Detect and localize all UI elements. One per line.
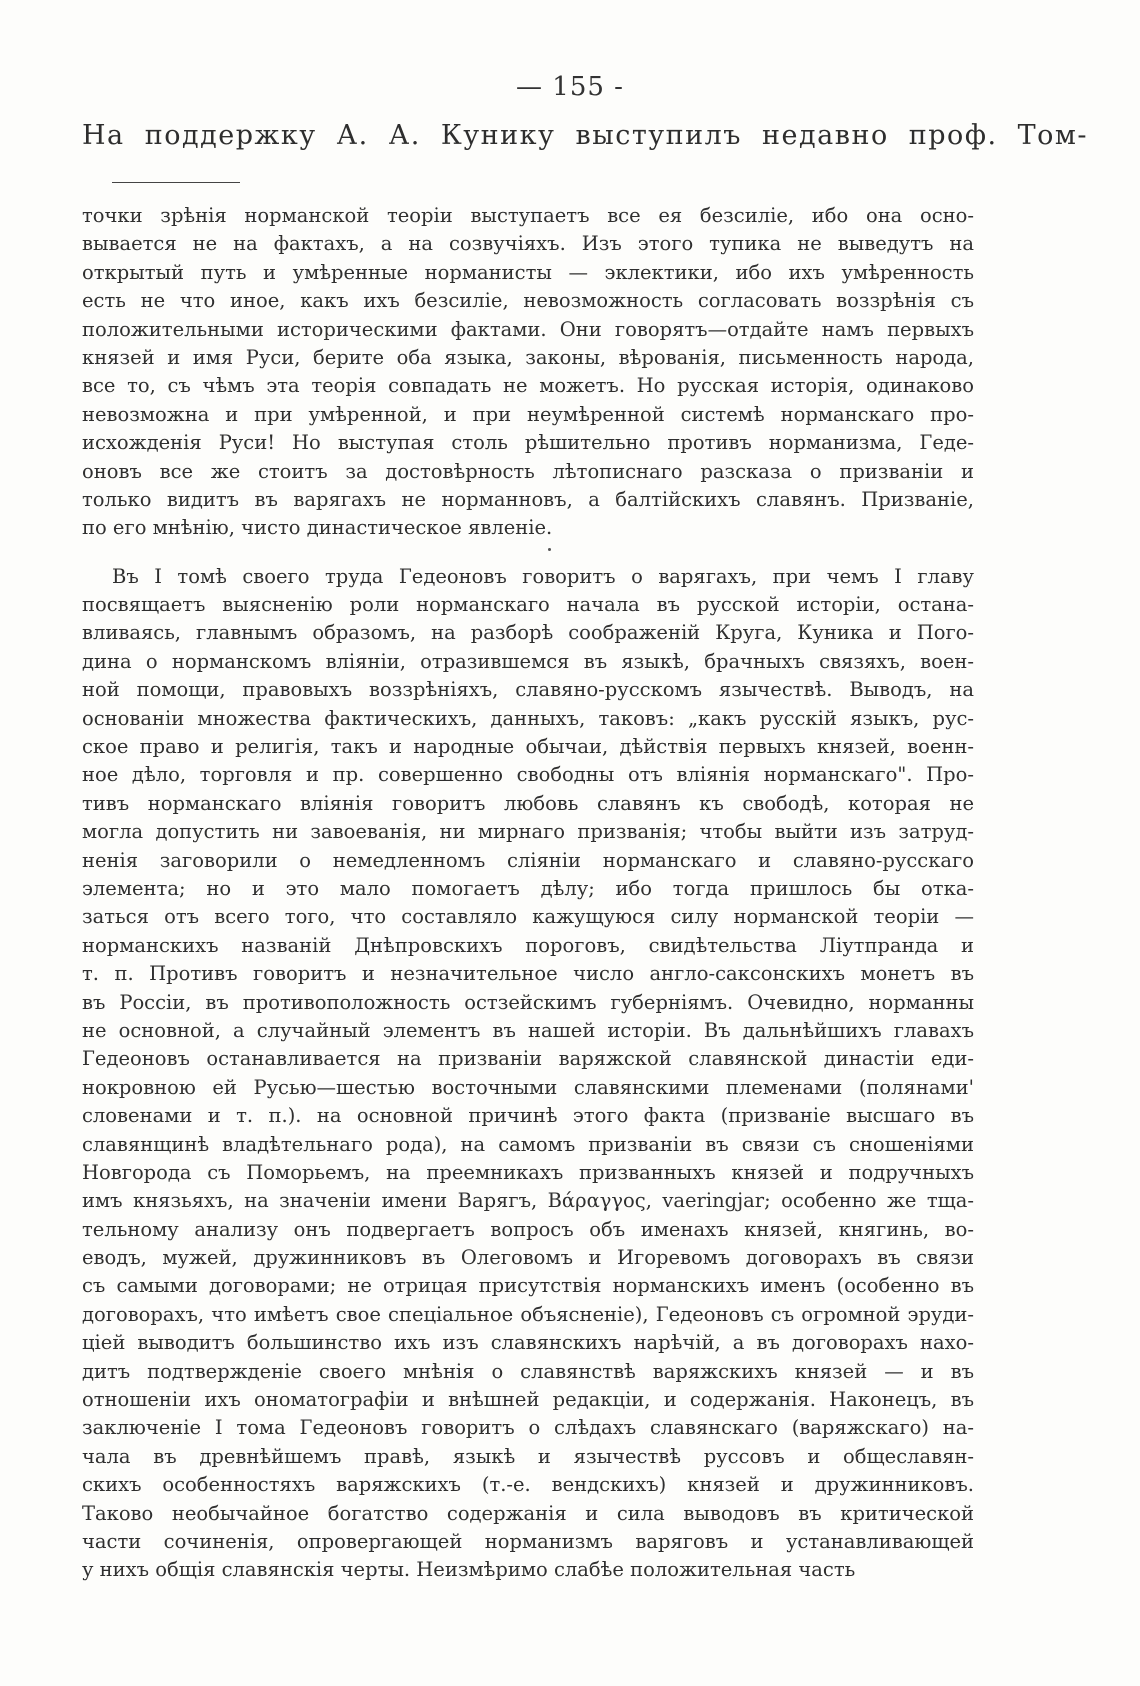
text-line: исхожденія Руси! Но выступая столь рѣшительно противъ норманизма, Геде- [82,431,974,455]
text-line: могла допустить ни завоеванія, ни мирнаго призванія; чтобы выйти изъ затруд- [82,820,974,844]
text-line: открытый путь и умѣренные норманисты — эклектики, ибо ихъ умѣренность [82,260,974,284]
text-line: князей и имя Руси, берите оба языка, законы, вѣрованія, письменность народа, [82,345,974,369]
text-line: ціей выводитъ большинство ихъ изъ славянскихъ нарѣчій, а въ договорахъ нахо- [82,1331,974,1355]
paragraph-2 [82,563,974,1585]
text-line: скихъ особенностяхъ варяжскихъ (т.-е. вендскихъ) князей и дружинниковъ. [82,1473,974,1497]
text-line: вливаясь, главнымъ образомъ, на разборѣ соображеній Круга, Куника и Пого- [82,621,974,645]
text-line: славянщинѣ владѣтельнаго рода), на самомъ призваніи въ связи съ сношеніями [82,1132,974,1156]
text-line: заться отъ всего того, что составляло кажущуюся силу норманской теоріи — [82,905,974,929]
text-line: у нихъ общія славянскія черты. Неизмѣримо слабѣе положительная часть [82,1558,856,1582]
text-line: имъ князьяхъ, на значеніи имени Варягъ, Βάραγγος, vaeringjar; особенно же тща- [82,1189,974,1213]
text-line: ненія заговорили о немедленномъ сліяніи норманскаго и славяно-русскаго [82,848,974,872]
text-line: въ Россіи, въ противоположность остзейскимъ губерніямъ. Очевидно, норманны [82,990,974,1014]
text-line: ское право и религія, такъ и народные обычаи, дѣйствія первыхъ князей, военн- [82,735,974,759]
text-line: не основной, а случайный элементъ въ нашей исторіи. Въ дальнѣйшихъ главахъ [82,1018,974,1042]
print-speck [548,548,551,551]
page-number: — 155 - [516,72,624,102]
text-line: ной помощи, правовыхъ воззрѣніяхъ, славяно-русскомъ язычествѣ. Выводъ, на [82,678,974,702]
text-line: Таково необычайное богатство содержанія и сила выводовъ въ критической [82,1501,974,1525]
text-line: Въ I томѣ своего труда Гедеоновъ говоритъ о варягахъ, при чемъ I главу [112,564,974,588]
text-line: элемента; но и это мало помогаетъ дѣлу; ибо тогда пришлось бы отка- [82,876,974,900]
text-line: есть не что иное, какъ ихъ безсиліе, невозможность согласовать воззрѣнія съ [82,289,974,313]
text-line: ное дѣло, торговля и пр. совершенно свободны отъ вліянія норманскаго". Про- [82,763,974,787]
text-line: все то, съ чѣмъ эта теорія совпадать не можетъ. Но русская исторія, одинаково [82,374,974,398]
text-line: тельному анализу онъ подвергаетъ вопросъ объ именахъ князей, княгинь, во- [82,1217,974,1241]
text-line: невозможна и при умѣренной, и при неумѣренной системѣ норманскаго про- [82,402,974,426]
text-line: посвящаетъ выясненію роли норманскаго начала въ русской исторіи, остана- [82,593,974,617]
text-line: Гедеоновъ останавливается на призваніи варяжской славянской династіи еди- [82,1047,974,1071]
paragraph-1 [82,202,974,543]
text-line: основаніи множества фактическихъ, данныхъ, таковъ: „какъ русскій языкъ, рус- [82,706,974,730]
body-text [82,202,974,1585]
text-line: т. п. Противъ говоритъ и незначительное число англо-саксонскихъ монетъ въ [82,962,974,986]
text-line: чала въ древнѣйшемъ правѣ, языкѣ и язычествѣ руссовъ и общеславян- [82,1444,974,1468]
section-heading-line: На поддержку А. А. Кунику выступилъ недавно проф. Том- [82,120,1089,151]
footnote-rule [112,182,240,183]
text-line: только видитъ въ варягахъ не норманновъ, а балтійскихъ славянъ. Призваніе, [82,487,974,511]
text-line: дина о норманскомъ вліяніи, отразившемся въ языкѣ, брачныхъ связяхъ, воен- [82,649,974,673]
text-line: словенами и т. п.). на основной причинѣ этого факта (призваніе высшаго въ [82,1104,974,1128]
text-line: по его мнѣнію, чисто династическое явленіе. [82,516,553,540]
text-line: Новгорода съ Поморьемъ, на преемникахъ призванныхъ князей и подручныхъ [82,1160,974,1184]
text-line: нокровною ей Русью—шестью восточными славянскими племенами (полянами' [82,1075,974,1099]
text-line: вывается не на фактахъ, а на созвучіяхъ. Изъ этого тупика не выведутъ на [82,232,974,256]
text-line: части сочиненія, опровергающей норманизмъ варяговъ и устанавливающей [82,1529,974,1553]
text-line: еводъ, мужей, дружинниковъ въ Олеговомъ и Игоревомъ договорахъ въ связи [82,1246,974,1270]
text-line: тивъ норманскаго вліянія говоритъ любовь славянъ къ свободѣ, которая не [82,791,974,815]
text-line: заключеніе I тома Гедеоновъ говоритъ о слѣдахъ славянскаго (варяжскаго) на- [82,1416,974,1440]
text-line: норманскихъ названій Днѣпровскихъ пороговъ, свидѣтельства Ліутпранда и [82,933,974,957]
text-line: оновъ все же стоитъ за достовѣрность лѣтописнаго разсказа о призваніи и [82,459,974,483]
text-line: положительными историческими фактами. Они говорятъ—отдайте намъ первыхъ [82,317,974,341]
text-line: точки зрѣнія норманской теоріи выступаетъ все ея безсиліе, ибо она осно- [82,204,974,227]
text-line: съ самыми договорами; не отрицая присутствія норманскихъ именъ (особенно въ [82,1274,974,1298]
text-line: отношеніи ихъ ономатографіи и внѣшней редакціи, и содержанія. Наконецъ, въ [82,1388,974,1412]
text-line: дитъ подтвержденіе своего мнѣнія о славянствѣ варяжскихъ князей — и въ [82,1359,974,1383]
text-line: договорахъ, что имѣетъ свое спеціальное объясненіе), Гедеоновъ съ огромной эруди- [82,1302,974,1326]
